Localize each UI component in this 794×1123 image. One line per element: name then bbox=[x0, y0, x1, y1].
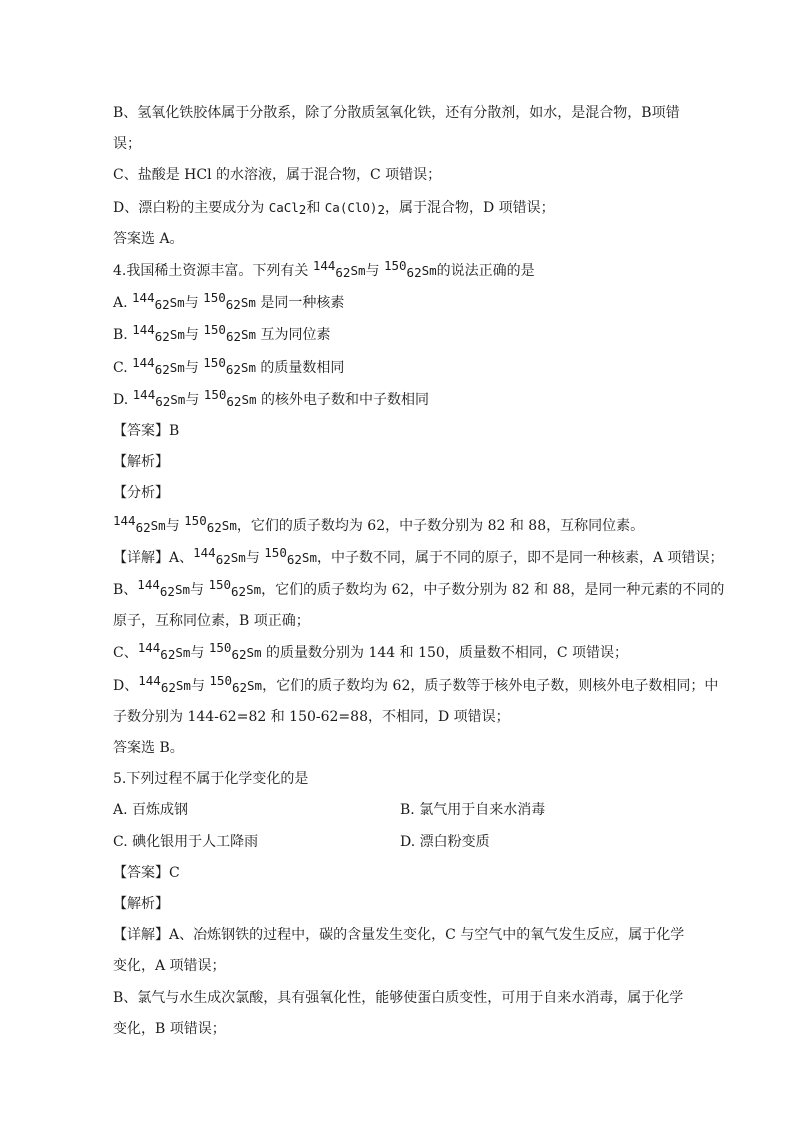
element-symbol: Sm bbox=[175, 677, 191, 693]
mass-number: 150 bbox=[209, 672, 232, 688]
mass-number: 144 bbox=[132, 290, 155, 306]
atomic-number: 62 bbox=[154, 361, 170, 377]
q4-detail-b-line1: B、$^{144}_{62}$Sm与 $^{150}_{62}$Sm，它们的质子数均为 62，中子数分别为 82 和 88，是同一种元素的不同的 bbox=[113, 577, 725, 600]
q4-detail-b-line2: 原子，互称同位素，B 项正确； bbox=[113, 613, 310, 630]
q4-option-a: A. $^{144}_{62}$Sm与 $^{150}_{62}$Sm 是同一种核素 bbox=[113, 290, 345, 313]
atomic-number: 62 bbox=[286, 551, 302, 567]
mass-number: 144 bbox=[113, 512, 136, 528]
atomic-number: 62 bbox=[231, 679, 248, 695]
nuclide-sm-144 bbox=[138, 672, 191, 695]
q4-stem: 4.我国稀土资源丰富。下列有关 $^{144}_{62}$Sm与 $^{150}_{62}$Sm的说法正确的是 bbox=[113, 258, 535, 281]
atomic-number: 62 bbox=[225, 297, 241, 313]
q4-final-answer: 答案选 B。 bbox=[113, 740, 184, 757]
q5-stem: 5.下列过程不属于化学变化的是 bbox=[113, 771, 309, 788]
q5-detail-b-line2: 变化，B 项错误； bbox=[113, 1020, 226, 1037]
q5-detail-b-line1: B、氯气与水生成次氯酸，具有强氧化性，能够使蛋白质变性，可用于自来水消毒，属于化学 bbox=[113, 989, 684, 1006]
element-symbol: Sm bbox=[221, 517, 237, 533]
mass-number: 144 bbox=[132, 354, 155, 370]
intro-b-line1: B、氢氧化铁胶体属于分散系，除了分散质氢氧化铁，还有分散剂，如水，是混合物，B项错 bbox=[113, 105, 680, 121]
nuclide-sm-150 bbox=[203, 322, 257, 345]
element-symbol: Sm bbox=[421, 263, 437, 279]
nuclide-sm-144 bbox=[132, 386, 186, 409]
element-symbol: Sm bbox=[230, 549, 246, 565]
q4-detail-d-line2: 子数分别为 144-62=82 和 150-62=88，不相同，D 项错误； bbox=[113, 708, 510, 725]
element-symbol: Sm bbox=[175, 645, 191, 661]
q4-detail-d-line1: D、$^{144}_{62}$Sm与 $^{150}_{62}$Sm，它们的质子数均为 62，质子数等于核外电子数，则核外电子数相同；中 bbox=[113, 672, 719, 695]
atomic-number: 62 bbox=[231, 647, 247, 663]
nuclide-sm-144 bbox=[137, 577, 190, 600]
mass-number: 150 bbox=[184, 512, 207, 528]
intro-answer: 答案选 A。 bbox=[113, 230, 184, 247]
element-symbol: Sm bbox=[240, 359, 256, 375]
element-symbol: Sm bbox=[301, 549, 317, 565]
q4-detail-c: C、$^{144}_{62}$Sm与 $^{150}_{62}$Sm 的质量数分别为 144 和 150，质量数不相同，C 项错误； bbox=[113, 640, 628, 663]
nuclide-sm-150 bbox=[209, 672, 263, 695]
q4-option-b: B. $^{144}_{62}$Sm与 $^{150}_{62}$Sm 互为同位素 bbox=[113, 322, 331, 345]
atomic-number: 62 bbox=[335, 265, 351, 281]
nuclide-sm-150 bbox=[208, 640, 262, 663]
q5-answer: 【答案】C bbox=[113, 864, 180, 881]
mass-number: 144 bbox=[137, 640, 161, 656]
nuclide-sm-144 bbox=[137, 640, 191, 663]
element-symbol: Sm bbox=[241, 327, 257, 343]
element-symbol: Sm bbox=[241, 391, 257, 407]
atomic-number: 62 bbox=[160, 679, 176, 695]
mass-number: 150 bbox=[208, 577, 232, 593]
atomic-number: 62 bbox=[206, 519, 222, 535]
atomic-number: 62 bbox=[406, 265, 422, 281]
element-symbol: Sm bbox=[169, 359, 185, 375]
nuclide-sm-150 bbox=[203, 386, 257, 409]
mass-number: 144 bbox=[132, 322, 155, 338]
nuclide-sm-144 bbox=[193, 544, 246, 567]
q5-options-row1 bbox=[113, 795, 687, 826]
atomic-number: 62 bbox=[226, 393, 242, 409]
element-symbol: Sm bbox=[169, 327, 185, 343]
mass-number: 144 bbox=[193, 544, 216, 560]
q5-analysis-heading: 【解析】 bbox=[113, 896, 169, 913]
q5-detail-a-line2: 变化，A 项错误； bbox=[113, 958, 226, 975]
element-symbol: Sm bbox=[174, 582, 190, 598]
mass-number: 150 bbox=[203, 354, 226, 370]
nuclide-sm-144 bbox=[132, 290, 185, 313]
document-page bbox=[113, 98, 725, 1045]
q4-fenxi-heading: 【分析】 bbox=[113, 485, 169, 502]
nuclide-sm-150 bbox=[208, 577, 262, 600]
q4-detail-a: 【详解】A、$^{144}_{62}$Sm与 $^{150}_{62}$Sm，中子数不同，属于不同的原子，即不是同一种核素，A 项错误； bbox=[113, 544, 724, 567]
nuclide-sm-150 bbox=[203, 354, 256, 377]
intro-d-line: D、漂白粉的主要成分为 CaCl$_2$和 $Ca(ClO)_2$，属于混合物，D 项错误； bbox=[113, 199, 555, 217]
element-symbol: Sm bbox=[170, 391, 186, 407]
mass-number: 144 bbox=[137, 577, 160, 593]
mass-number: 144 bbox=[132, 386, 156, 402]
atomic-number: 62 bbox=[231, 584, 247, 600]
q5-options-row2 bbox=[113, 827, 687, 858]
nuclide-sm-144 bbox=[132, 322, 185, 345]
mass-number: 144 bbox=[312, 258, 336, 274]
q4-option-d: D. $^{144}_{62}$Sm与 $^{150}_{62}$Sm 的核外电子数和中子数相同 bbox=[113, 386, 429, 409]
atomic-number: 62 bbox=[160, 647, 176, 663]
mass-number: 150 bbox=[203, 322, 226, 338]
element-symbol: Sm bbox=[240, 295, 256, 311]
q5-detail-a-line1: 【详解】A、冶炼钢铁的过程中，碳的含量发生变化，C 与空气中的氧气发生反应，属于化学 bbox=[113, 927, 685, 944]
atomic-number: 62 bbox=[225, 361, 241, 377]
element-symbol: Sm bbox=[247, 677, 263, 693]
mass-number: 150 bbox=[203, 290, 226, 306]
atomic-number: 62 bbox=[135, 519, 151, 535]
element-symbol: Sm bbox=[150, 517, 166, 533]
mass-number: 150 bbox=[203, 386, 227, 402]
intro-c-line: C、盐酸是 HCl 的水溶液，属于混合物，C 项错误； bbox=[113, 167, 442, 184]
atomic-number: 62 bbox=[215, 551, 231, 567]
q5-option-b: B. 氯气用于自来水消毒 bbox=[400, 802, 546, 819]
atomic-number: 62 bbox=[154, 297, 170, 313]
mass-number: 144 bbox=[138, 672, 161, 688]
q5-option-a: A. 百炼成钢 bbox=[113, 802, 189, 819]
nuclide-sm-150 bbox=[184, 512, 237, 535]
q4-fenxi-text: $^{144}_{62}$Sm与 $^{150}_{62}$Sm，它们的质子数均为 62，中子数分别为 82 和 88，互称同位素。 bbox=[113, 512, 645, 535]
nuclide-sm-144 bbox=[113, 512, 166, 535]
mass-number: 150 bbox=[264, 544, 287, 560]
atomic-number: 62 bbox=[154, 329, 170, 345]
element-symbol: Sm bbox=[169, 295, 185, 311]
intro-b-line2: 误； bbox=[113, 136, 141, 153]
nuclide-sm-144 bbox=[132, 354, 185, 377]
element-symbol: Sm bbox=[246, 645, 262, 661]
q5-option-c: C. 碘化银用于人工降雨 bbox=[113, 833, 259, 850]
nuclide-sm-150 bbox=[203, 290, 256, 313]
mass-number: 150 bbox=[383, 258, 407, 274]
element-symbol: Sm bbox=[246, 582, 262, 598]
atomic-number: 62 bbox=[225, 329, 241, 345]
element-symbol: Sm bbox=[350, 263, 366, 279]
nuclide-sm-144 bbox=[312, 258, 366, 281]
q4-answer: 【答案】B bbox=[113, 423, 180, 440]
q5-option-d: D. 漂白粉变质 bbox=[400, 833, 490, 850]
atomic-number: 62 bbox=[155, 393, 171, 409]
atomic-number: 62 bbox=[159, 584, 175, 600]
mass-number: 150 bbox=[208, 640, 232, 656]
nuclide-sm-150 bbox=[383, 258, 437, 281]
q4-analysis-heading: 【解析】 bbox=[113, 454, 169, 471]
q4-option-c: C. $^{144}_{62}$Sm与 $^{150}_{62}$Sm 的质量数相同 bbox=[113, 354, 345, 377]
nuclide-sm-150 bbox=[264, 544, 317, 567]
